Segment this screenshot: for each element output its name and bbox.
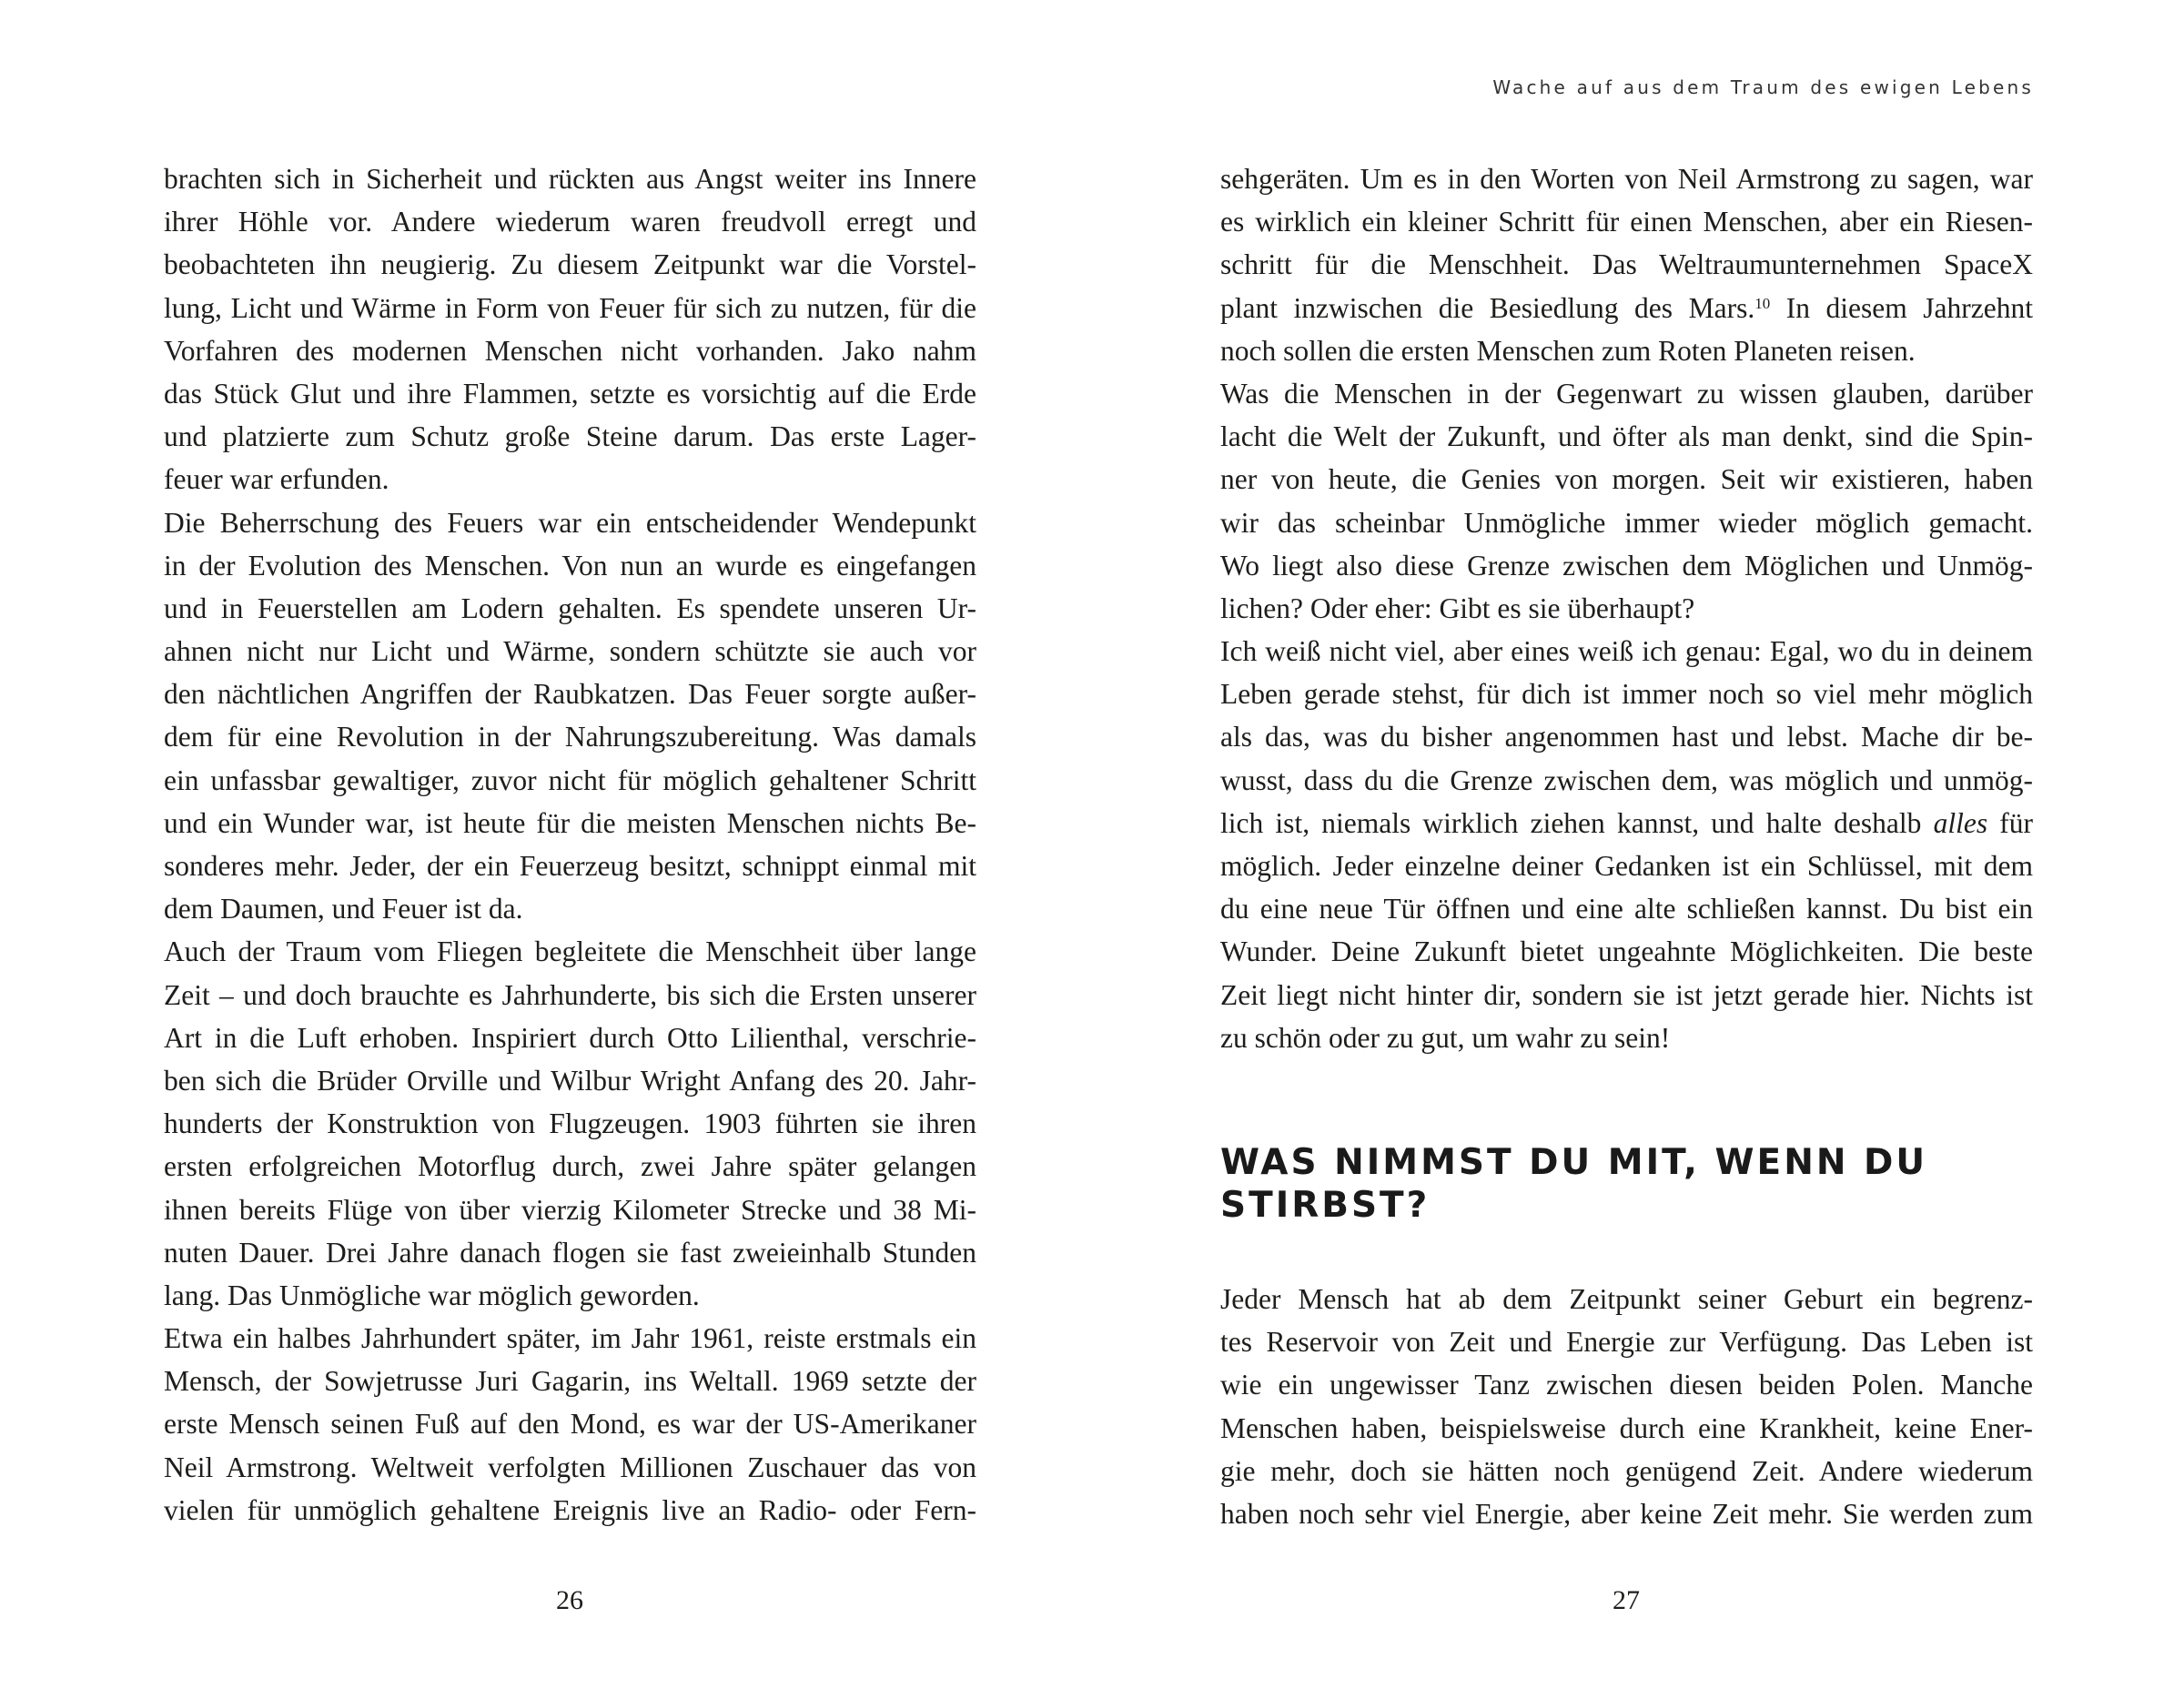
text-segment: für <box>1987 806 2033 839</box>
text-line: ben sich die Brüder Orville und Wilbur Wright Anfang des 20. Jahr- <box>164 1064 976 1097</box>
paragraph <box>164 1317 976 1532</box>
text-line: ahnen nicht nur Licht und Wärme, sondern schützte sie auch vor <box>164 635 976 668</box>
text-line: wir das scheinbar Unmögliche immer wieder möglich gemacht. <box>1220 506 2033 539</box>
text-line: dem für eine Revolution in der Nahrungszubereitung. Was damals <box>164 721 976 753</box>
running-header: Wache auf aus dem Traum des ewigen Lebens <box>1492 76 2034 98</box>
text-line: erste Mensch seinen Fuß auf den Mond, es war der US-Amerikaner <box>164 1408 976 1441</box>
paragraph <box>164 157 976 501</box>
text-line <box>1220 802 2033 844</box>
left-page-body <box>164 157 976 1532</box>
text-line: Vorfahren des modernen Menschen nicht vorhanden. Jako nahm <box>164 334 976 367</box>
text-line: Zeit liegt nicht hinter dir, sondern sie ist jetzt gerade hier. Nichts ist <box>1220 978 2033 1011</box>
text-line: sehgeräten. Um es in den Worten von Neil Armstrong zu sagen, war <box>1220 163 2033 195</box>
text-line: zu schön oder zu gut, um wahr zu sein! <box>1220 1021 1671 1054</box>
text-line: Wo liegt also diese Grenze zwischen dem Möglichen und Unmög- <box>1220 549 2033 582</box>
footnote-marker: 10 <box>1754 294 1771 312</box>
page-number-right: 27 <box>1613 1585 1640 1615</box>
text-line: in der Evolution des Menschen. Von nun an wurde es eingefangen <box>164 549 976 582</box>
text-line: und ein Wunder war, ist heute für die meisten Menschen nichts Be- <box>164 806 976 839</box>
text-line: und platzierte zum Schutz große Steine darum. Das erste Lager- <box>164 420 976 453</box>
right-page-body <box>1220 157 2033 1059</box>
right-page-section-body <box>1220 1278 2033 1535</box>
text-line: wie ein ungewisser Tanz zwischen diesen beiden Polen. Manche <box>1220 1369 2033 1401</box>
text-line: nuten Dauer. Drei Jahre danach flogen sie fast zweieinhalb Stunden <box>164 1236 976 1269</box>
text-line: ein unfassbar gewaltiger, zuvor nicht für möglich gehaltener Schritt <box>164 764 976 796</box>
text-segment: In diesem Jahrzehnt <box>1770 291 2033 324</box>
paragraph <box>1220 1278 2033 1535</box>
text-line: das Stück Glut und ihre Flammen, setzte es vorsichtig auf die Erde <box>164 377 976 410</box>
text-line: wusst, dass du die Grenze zwischen dem, was möglich und unmög- <box>1220 764 2033 796</box>
text-line: Art in die Luft erhoben. Inspiriert durch Otto Lilienthal, verschrie- <box>164 1021 976 1054</box>
text-line: es wirklich ein kleiner Schritt für einen Menschen, aber ein Riesen- <box>1220 206 2033 238</box>
text-line: ihnen bereits Flüge von über vierzig Kilometer Strecke und 38 Mi- <box>164 1193 976 1226</box>
text-line: lung, Licht und Wärme in Form von Feuer für sich zu nutzen, für die <box>164 291 976 324</box>
text-line: Auch der Traum vom Fliegen begleitete die Menschheit über lange <box>164 935 976 968</box>
text-line: feuer war erfunden. <box>164 463 389 496</box>
text-line: gie mehr, doch sie hätten noch genügend Zeit. Andere wiederum <box>1220 1454 2033 1487</box>
text-line: Mensch, der Sowjetrusse Juri Gagarin, ins Weltall. 1969 setzte der <box>164 1365 976 1398</box>
text-line: lang. Das Unmögliche war möglich geworden. <box>164 1279 700 1311</box>
text-line: den nächtlichen Angriffen der Raubkatzen. Das Feuer sorgte außer- <box>164 678 976 711</box>
text-line: Wunder. Deine Zukunft bietet ungeahnte Möglichkeiten. Die beste <box>1220 935 2033 968</box>
text-line: dem Daumen, und Feuer ist da. <box>164 893 523 925</box>
text-line: schritt für die Menschheit. Das Weltraumunternehmen SpaceX <box>1220 248 2033 281</box>
text-segment: plant inzwischen die Besiedlung des Mars. <box>1220 291 1755 324</box>
text-line: vielen für unmöglich gehaltene Ereignis live an Radio- oder Fern- <box>164 1493 976 1526</box>
text-line <box>1220 287 2033 329</box>
text-line: ersten erfolgreichen Motorflug durch, zwei Jahre später gelangen <box>164 1150 976 1183</box>
section-heading-line: STIRBST? <box>1220 1185 1431 1226</box>
text-line: beobachteten ihn neugierig. Zu diesem Zeitpunkt war die Vorstel- <box>164 248 976 281</box>
text-line: du eine neue Tür öffnen und eine alte schließen kannst. Du bist ein <box>1220 893 2033 925</box>
page-number-left: 26 <box>556 1585 583 1615</box>
text-line: sonderes mehr. Jeder, der ein Feuerzeug besitzt, schnippt einmal mit <box>164 850 976 882</box>
text-line: möglich. Jeder einzelne deiner Gedanken ist ein Schlüssel, mit dem <box>1220 850 2033 882</box>
text-line: Menschen haben, beispielsweise durch eine Krankheit, keine Ener- <box>1220 1411 2033 1444</box>
text-line: hunderts der Konstruktion von Flugzeugen. 1903 führten sie ihren <box>164 1107 976 1140</box>
text-line: Neil Armstrong. Weltweit verfolgten Millionen Zuschauer das von <box>164 1451 976 1483</box>
text-line: lacht die Welt der Zukunft, und öfter als man denkt, sind die Spin- <box>1220 420 2033 453</box>
text-line: brachten sich in Sicherheit und rückten aus Angst weiter ins Innere <box>164 163 976 195</box>
paragraph <box>164 501 976 931</box>
text-line: lichen? Oder eher: Gibt es sie überhaupt? <box>1220 592 1695 624</box>
text-line: Leben gerade stehst, für dich ist immer noch so viel mehr möglich <box>1220 678 2033 711</box>
paragraph <box>164 930 976 1317</box>
text-line: Zeit – und doch brauchte es Jahrhunderte, bis sich die Ersten unserer <box>164 978 976 1011</box>
text-line: Was die Menschen in der Gegenwart zu wissen glauben, darüber <box>1220 377 2033 410</box>
text-line: Die Beherrschung des Feuers war ein entscheidender Wendepunkt <box>164 506 976 539</box>
text-line: Jeder Mensch hat ab dem Zeitpunkt seiner Geburt ein begrenz- <box>1220 1283 2033 1315</box>
paragraph <box>1220 630 2033 1059</box>
text-line: ihrer Höhle vor. Andere wiederum waren freudvoll erregt und <box>164 206 976 238</box>
text-line: Ich weiß nicht viel, aber eines weiß ich genau: Egal, wo du in deinem <box>1220 635 2033 668</box>
paragraph <box>1220 372 2033 630</box>
text-line: und in Feuerstellen am Lodern gehalten. Es spendete unseren Ur- <box>164 592 976 624</box>
section-heading-line: WAS NIMMST DU MIT, WENN DU <box>1220 1142 1928 1183</box>
text-line: als das, was du bisher angenommen hast und lebst. Mache dir be- <box>1220 721 2033 753</box>
text-line: noch sollen die ersten Menschen zum Roten Planeten reisen. <box>1220 334 1916 367</box>
text-segment: lich ist, niemals wirklich ziehen kannst, und halte deshalb <box>1220 806 1934 839</box>
emphasis: alles <box>1933 806 1988 839</box>
text-line: haben noch sehr viel Energie, aber keine Zeit mehr. Sie werden zum <box>1220 1497 2033 1530</box>
text-line: Etwa ein halbes Jahrhundert später, im Jahr 1961, reiste erstmals ein <box>164 1322 976 1355</box>
section-heading <box>1220 1141 1927 1227</box>
text-line: tes Reservoir von Zeit und Energie zur Verfügung. Das Leben ist <box>1220 1326 2033 1359</box>
paragraph <box>1220 157 2033 372</box>
text-line: ner von heute, die Genies von morgen. Seit wir existieren, haben <box>1220 463 2033 496</box>
